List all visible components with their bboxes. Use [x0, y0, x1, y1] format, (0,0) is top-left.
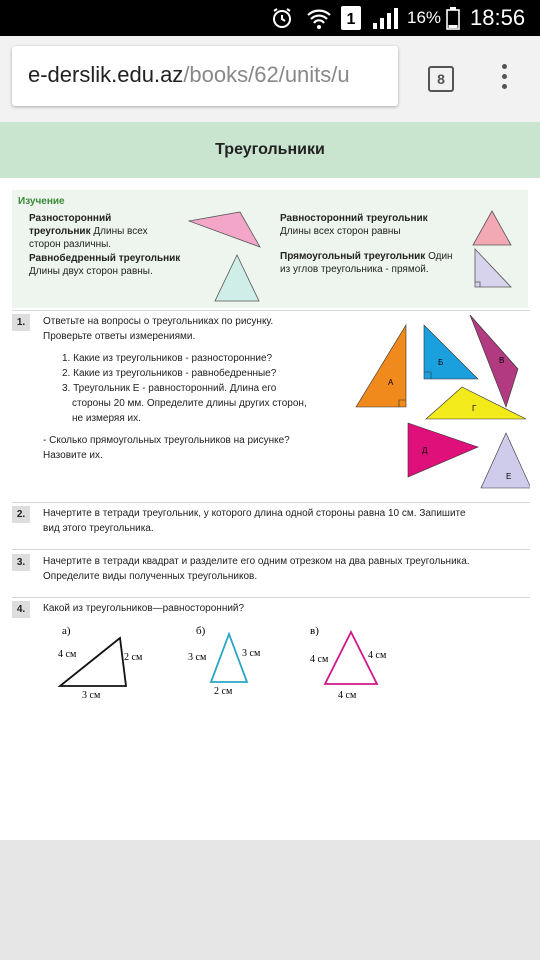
option-a-side-bottom: 3 см [82, 690, 101, 701]
question-1: 1. Какие из треугольников - разносторонние? [62, 353, 273, 364]
option-c-label: в) [310, 625, 319, 637]
label-e: Е [506, 472, 512, 481]
exercise-1 [12, 310, 530, 501]
label-v: В [499, 356, 505, 365]
right-triangle-image [474, 248, 512, 288]
signal-icon [372, 0, 400, 36]
question-2: 2. Какие из треугольников - равнобедренные? [62, 368, 277, 379]
option-b-side-right: 3 см [242, 648, 261, 659]
svg-text:1: 1 [346, 11, 356, 28]
tab-switcher-button[interactable]: 8 [428, 66, 454, 92]
overflow-menu-icon[interactable] [494, 64, 514, 94]
page-bottom-area [0, 840, 540, 960]
exercise-2 [12, 502, 530, 547]
question-list [62, 351, 352, 426]
triangles-figure [354, 313, 530, 491]
exercise-number: 2. [12, 506, 30, 523]
label-d: Д [422, 446, 428, 455]
battery-percent: 16% [407, 8, 442, 27]
exercise-number: 3. [12, 554, 30, 571]
label-b: Б [438, 358, 444, 367]
equilateral-triangle-image [472, 210, 512, 246]
scalene-triangle-image [188, 211, 262, 249]
browser-toolbar [0, 36, 540, 122]
option-a-triangle [60, 638, 126, 686]
clock-time: 18:56 [470, 5, 526, 30]
option-a-label: а) [62, 625, 71, 637]
exercise-number: 4. [12, 601, 30, 618]
equilateral-definition: Равносторонний треугольник Длины всех сторон равны [280, 213, 428, 237]
sim-icon [340, 0, 362, 36]
option-c-side-left: 4 см [310, 654, 329, 665]
option-b-side-bottom: 2 см [214, 686, 233, 697]
status-bar [0, 0, 540, 36]
exercise-intro: Ответьте на вопросы о треугольниках по рисунку. Проверьте ответы измерениями. [43, 316, 274, 342]
triangle-v [470, 315, 518, 407]
scalene-definition: Разносторонний треугольник Длины всех сторон различны. [29, 213, 148, 250]
option-a-side-right: 2 см [124, 652, 143, 663]
url-text[interactable]: e-derslik.edu.az/books/62/units/u [28, 62, 350, 87]
study-section [12, 190, 528, 308]
exercise-3 [12, 549, 530, 596]
isosceles-definition: Равнобедренный треугольник Длины двух сторон равны. [29, 253, 181, 277]
page-title: Треугольники [0, 122, 540, 178]
exercise-question: Какой из треугольников—равносторонний? [43, 603, 245, 614]
battery-icon [446, 0, 460, 36]
option-b-label: б) [196, 625, 206, 637]
isosceles-triangle-image [214, 254, 260, 302]
exercise-extra-question: - Сколько прямоугольных треугольников на рисунке? Назовите их. [43, 435, 290, 461]
wifi-icon [306, 0, 332, 36]
study-heading: Изучение [18, 196, 65, 207]
alarm-clock-icon [270, 0, 294, 36]
address-bar[interactable] [12, 46, 398, 106]
option-c-side-right: 4 см [368, 650, 387, 661]
option-b-side-left: 3 см [188, 652, 207, 663]
option-c-side-bottom: 4 см [338, 690, 357, 701]
option-a-side-left: 4 см [58, 649, 77, 660]
right-definition: Прямоугольный треугольник Один из углов треугольника - прямой. [280, 251, 453, 275]
exercise-text: Начертите в тетради треугольник, у которого длина одной стороны равна 10 см. Запишите вид этого треугольника. [43, 508, 466, 534]
exercise-number: 1. [12, 314, 30, 331]
triangle-a [356, 325, 406, 407]
triangle-options-figure [52, 620, 412, 702]
exercise-text: Начертите в тетради квадрат и разделите его одним отрезком на два равных треугольника. Определите виды полученных треугольников. [43, 556, 470, 582]
label-g: Г [472, 404, 477, 413]
triangle-b [424, 325, 478, 379]
exercise-4 [12, 597, 530, 708]
page-content [0, 122, 540, 840]
label-a: А [388, 378, 394, 387]
question-3: 3. Треугольник Е - равносторонний. Длина его стороны 20 мм. Определите длины других сторон, не измеряя их. [62, 383, 307, 424]
triangle-d [408, 423, 478, 477]
